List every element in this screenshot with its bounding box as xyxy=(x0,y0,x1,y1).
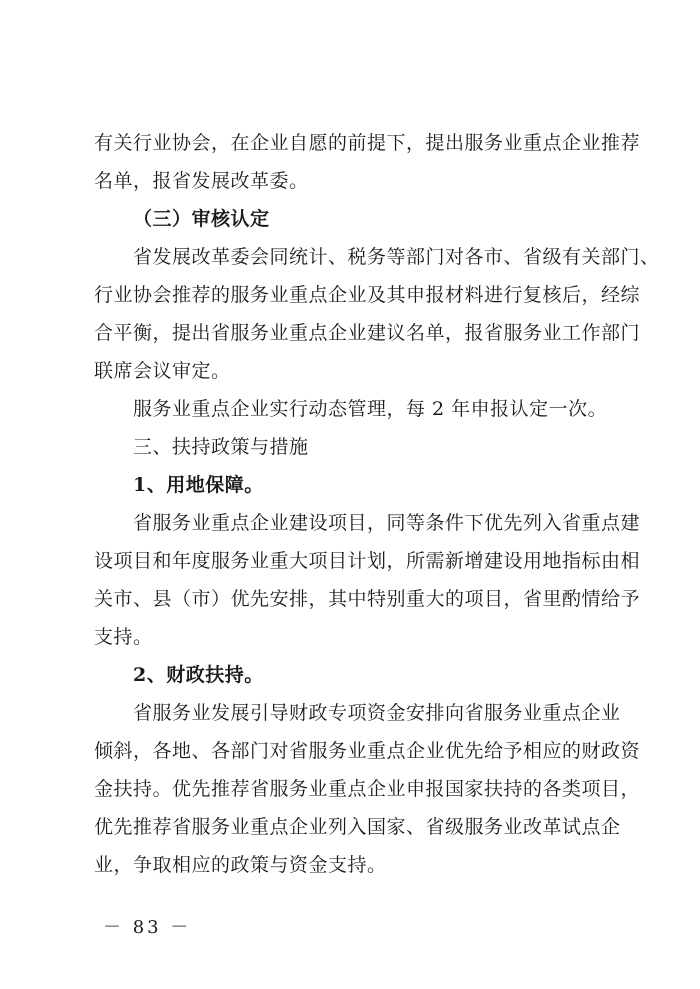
section-heading: 三、扶持政策与措施 xyxy=(133,436,309,458)
paragraph-line: 合平衡，提出省服务业重点企业建议名单，报省服务业工作部门 xyxy=(94,322,641,344)
paragraph-line: 优先推荐省服务业重点企业列入国家、省级服务业改革试点企 xyxy=(94,816,621,838)
paragraph-line: 省服务业重点企业建设项目，同等条件下优先列入省重点建 xyxy=(133,512,641,534)
subsection-heading: 1、用地保障。 xyxy=(133,474,264,496)
paragraph-line: 服务业重点企业实行动态管理，每 2 年申报认定一次。 xyxy=(133,398,608,420)
paragraph-line: 行业协会推荐的服务业重点企业及其申报材料进行复核后，经综 xyxy=(94,284,641,306)
document-body xyxy=(94,124,660,884)
paragraph-line: 支持。 xyxy=(94,626,153,648)
paragraph-line: 业，争取相应的政策与资金支持。 xyxy=(94,854,387,876)
paragraph-line: 省服务业发展引导财政专项资金安排向省服务业重点企业 xyxy=(133,702,621,724)
paragraph-line: 倾斜，各地、各部门对省服务业重点企业优先给予相应的财政资 xyxy=(94,740,641,762)
paragraph-line: 省发展改革委会同统计、税务等部门对各市、省级有关部门、 xyxy=(133,246,660,268)
subsection-heading: 2、财政扶持。 xyxy=(133,664,264,686)
paragraph-line: 有关行业协会，在企业自愿的前提下，提出服务业重点企业推荐 xyxy=(94,132,641,154)
page-number: － 83 － xyxy=(103,917,192,938)
section-heading: （三）审核认定 xyxy=(133,208,270,230)
paragraph-line: 设项目和年度服务业重大项目计划，所需新增建设用地指标由相 xyxy=(94,550,641,572)
paragraph-line: 金扶持。优先推荐省服务业重点企业申报国家扶持的各类项目， xyxy=(94,778,641,800)
paragraph-line: 联席会议审定。 xyxy=(94,360,231,382)
paragraph-line: 名单，报省发展改革委。 xyxy=(94,170,309,192)
paragraph-line: 关市、县（市）优先安排，其中特别重大的项目，省里酌情给予 xyxy=(94,588,641,610)
